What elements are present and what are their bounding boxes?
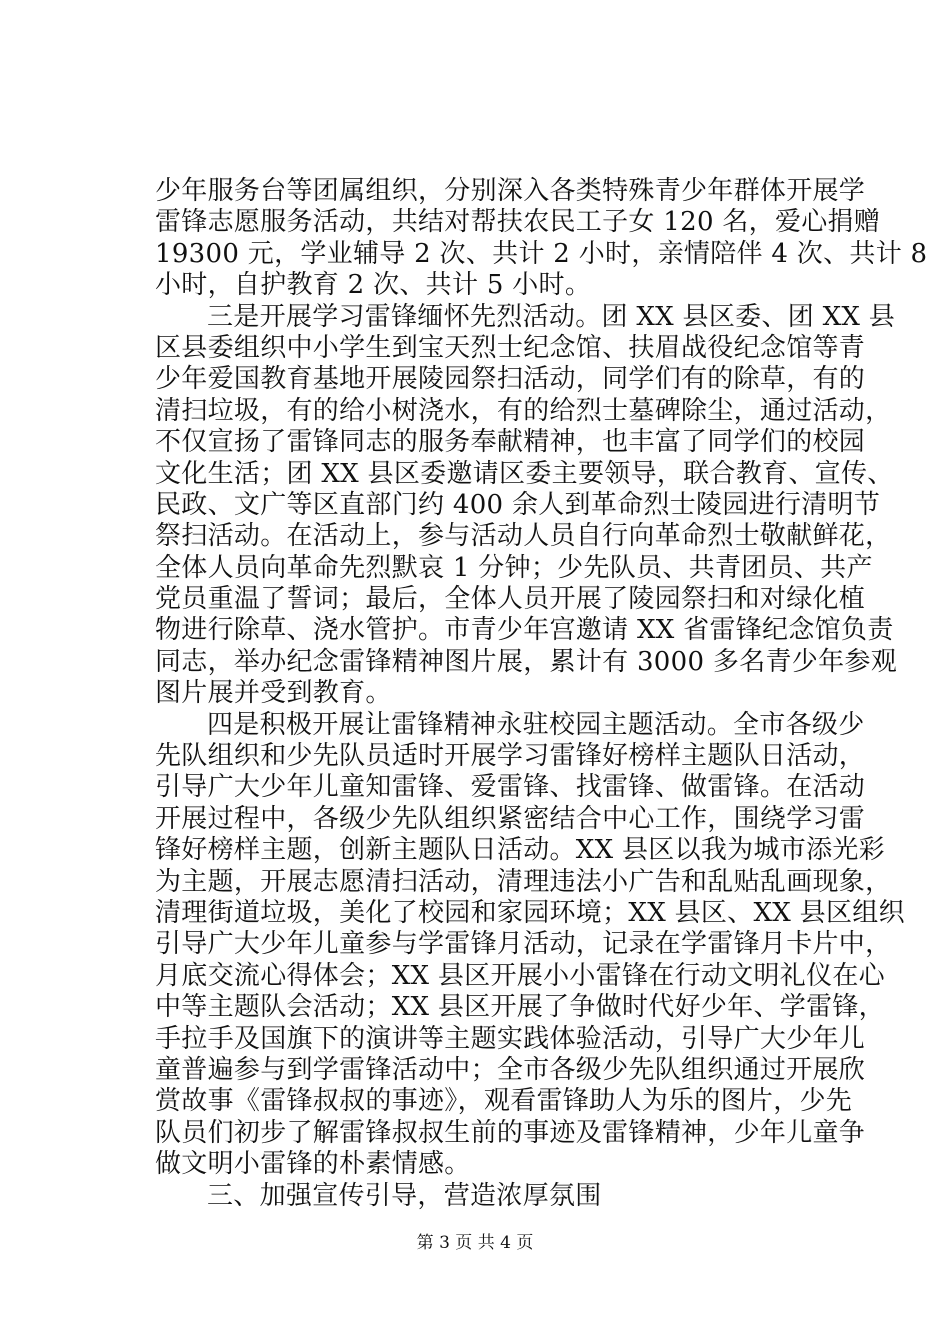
text-line: 月底交流心得体会；XX 县区开展小小雷锋在行动文明礼仪在心 [155, 960, 885, 991]
text-line: 图片展并受到教育。 [155, 678, 392, 709]
page-footer: 第 3 页 共 4 页 [416, 1233, 534, 1253]
text-line: 文化生活；团 XX 县区委邀请区委主要领导，联合教育、宣传、 [155, 458, 894, 489]
text-line: 区县委组织中小学生到宝天烈士纪念馆、扶眉战役纪念馆等青 [155, 332, 866, 363]
text-line: 赏故事《雷锋叔叔的事迹》，观看雷锋助人为乐的图片，少先 [155, 1086, 853, 1117]
text-line: 锋好榜样主题，创新主题队日活动。XX 县区以我为城市添光彩 [155, 835, 885, 866]
text-line: 引导广大少年儿童参与学雷锋月活动，记录在学雷锋月卡片中， [155, 929, 892, 960]
text-line: 童普遍参与到学雷锋活动中；全市各级少先队组织通过开展欣 [155, 1054, 866, 1085]
text-line: 开展过程中，各级少先队组织紧密结合中心工作，围绕学习雷 [155, 803, 866, 834]
text-line: 19300 元，学业辅导 2 次、共计 2 小时，亲情陪伴 4 次、共计 8 [155, 238, 928, 269]
text-line: 物进行除草、浇水管护。市青少年宫邀请 XX 省雷锋纪念馆负责 [155, 615, 894, 646]
text-line: 三、加强宣传引导，营造浓厚氛围 [207, 1180, 602, 1211]
body-text [155, 176, 928, 1212]
text-line: 队员们初步了解雷锋叔叔生前的事迹及雷锋精神，少年儿童争 [155, 1117, 866, 1148]
text-line: 少年服务台等团属组织，分别深入各类特殊青少年群体开展学 [155, 176, 866, 206]
text-line: 不仅宣扬了雷锋同志的服务奉献精神，也丰富了同学们的校园 [155, 427, 866, 458]
text-line: 做文明小雷锋的朴素情感。 [155, 1149, 471, 1180]
text-line: 先队组织和少先队员适时开展学习雷锋好榜样主题队日活动， [155, 741, 866, 772]
text-line: 三是开展学习雷锋缅怀先烈活动。团 XX 县区委、团 XX 县 [207, 301, 896, 332]
text-line: 清理街道垃圾，美化了校园和家园环境；XX 县区、XX 县区组织 [155, 897, 905, 928]
text-line: 党员重温了誓词；最后，全体人员开展了陵园祭扫和对绿化植 [155, 584, 866, 615]
text-line: 中等主题队会活动；XX 县区开展了争做时代好少年、学雷锋， [155, 992, 885, 1023]
text-line: 清扫垃圾，有的给小树浇水，有的给烈士墓碑除尘，通过活动， [155, 395, 892, 426]
text-line: 雷锋志愿服务活动，共结对帮扶农民工子女 120 名，爱心捐赠 [155, 207, 881, 238]
text-line: 祭扫活动。在活动上，参与活动人员自行向革命烈士敬献鲜花， [155, 521, 892, 552]
text-line: 手拉手及国旗下的演讲等主题实践体验活动，引导广大少年儿 [155, 1023, 866, 1054]
text-line: 小时，自护教育 2 次、共计 5 小时。 [155, 270, 592, 301]
text-line: 同志，举办纪念雷锋精神图片展，累计有 3000 多名青少年参观 [155, 646, 897, 677]
text-line: 四是积极开展让雷锋精神永驻校园主题活动。全市各级少 [207, 709, 865, 740]
text-line: 引导广大少年儿童知雷锋、爱雷锋、找雷锋、做雷锋。在活动 [155, 772, 866, 803]
text-line: 少年爱国教育基地开展陵园祭扫活动，同学们有的除草，有的 [155, 364, 866, 395]
text-line: 为主题，开展志愿清扫活动，清理违法小广告和乱贴乱画现象， [155, 866, 892, 897]
text-line: 全体人员向革命先烈默哀 1 分钟；少先队员、共青团员、共产 [155, 552, 873, 583]
text-line: 民政、文广等区直部门约 400 余人到革命烈士陵园进行清明节 [155, 489, 881, 520]
